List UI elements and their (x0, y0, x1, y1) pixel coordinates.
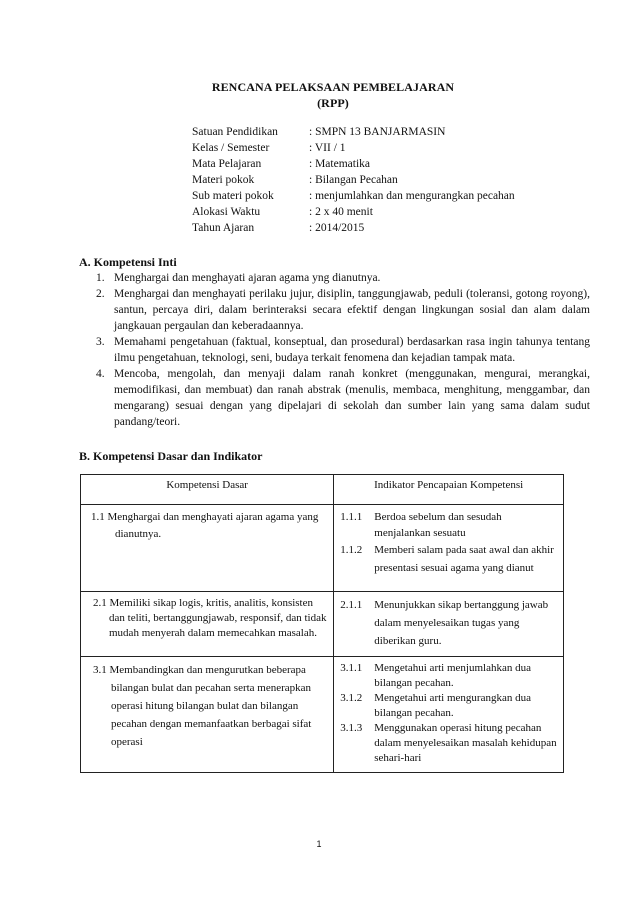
indicator-item (340, 691, 559, 721)
list-item-number: 3. (96, 336, 105, 348)
indicator-cell (334, 657, 564, 773)
indicator-text: Mengetahui arti menjumlahkan dua bilangan pecahan. (374, 662, 531, 689)
indicator-number: 3.1.3 (340, 722, 363, 734)
identity-value: : Matematika (309, 158, 370, 170)
list-item-text: Menghargai dan menghayati ajaran agama yng dianutnya. (114, 272, 381, 284)
list-item-text: Mencoba, mengolah, dan menyaji dalam ranah konkret (menggunakan, mengurai, merangkai, memodifikasi, dan membuat) dan ranah abstrak (menulis, membaca, menghitung, menggambar, dan mengarang) sesuai dengan yang dipelajari di sekolah dan sumber lain yang sama dalam sudut pandang/teori. (114, 368, 590, 428)
table-row (81, 657, 564, 773)
identity-block (192, 124, 515, 236)
table-header-row (81, 475, 564, 505)
identity-row (192, 156, 515, 172)
document-subtitle: (RPP) (317, 96, 349, 110)
kompetensi-table (80, 474, 564, 773)
indicator-text: Menunjukkan sikap bertanggung jawab dalam menyelesaikan tugas yang diberikan guru. (374, 599, 549, 647)
list-item-text: Memahami pengetahuan (faktual, konseptual, dan prosedural) berdasarkan rasa ingin tahunya tentang ilmu pengetahuan, teknologi, seni, budaya terkait fenomena dan kejadian tampak mata. (114, 336, 590, 364)
identity-value: : menjumlahkan dan mengurangkan pecahan (309, 190, 515, 202)
kd-text: 1.1 Menghargai dan menghayati ajaran agama yang dianutnya. (91, 511, 319, 540)
identity-value: : 2014/2015 (309, 222, 365, 234)
identity-row (192, 188, 515, 204)
indicator-number: 3.1.2 (340, 692, 363, 704)
indicator-text: Mengetahui arti mengurangkan dua bilangan pecahan. (374, 692, 531, 719)
page-number: 1 (316, 839, 322, 849)
indicator-text: Menggunakan operasi hitung pecahan dalam menyelesaikan masalah kehidupan sehari-hari (374, 722, 557, 764)
list-item (96, 270, 590, 286)
identity-row (192, 140, 515, 156)
list-item (96, 286, 590, 334)
indicator-item (340, 721, 559, 766)
indicator-item (340, 661, 559, 691)
indicator-number: 1.1.1 (340, 511, 363, 523)
list-item-number: 2. (96, 288, 105, 300)
kompetensi-inti-list (96, 270, 590, 430)
identity-row (192, 172, 515, 188)
list-item (96, 366, 590, 430)
indicator-number: 2.1.1 (340, 599, 363, 611)
table-row (81, 505, 564, 592)
indicator-text: Memberi salam pada saat awal dan akhir presentasi sesuai agama yang dianut (374, 544, 554, 574)
identity-value: : VII / 1 (309, 142, 346, 154)
identity-label: Sub materi pokok (192, 190, 274, 202)
indicator-text: Berdoa sebelum dan sesudah menjalankan sesuatu (374, 511, 502, 539)
indicator-cell (334, 505, 564, 592)
identity-label: Alokasi Waktu (192, 206, 261, 218)
list-item (96, 334, 590, 366)
section-b-heading: B. Kompetensi Dasar dan Indikator (79, 449, 263, 463)
indicator-item (340, 596, 559, 650)
document-title: RENCANA PELAKSAAN PEMBELAJARAN (211, 80, 455, 94)
indicator-item (340, 541, 559, 577)
identity-row (192, 220, 515, 236)
identity-row (192, 124, 515, 140)
table-header-kd: Kompetensi Dasar (81, 475, 334, 505)
identity-label: Kelas / Semester (192, 142, 270, 154)
list-item-number: 4. (96, 368, 105, 380)
identity-value: : 2 x 40 menit (309, 206, 373, 218)
identity-row (192, 204, 515, 220)
identity-label: Satuan Pendidikan (192, 126, 278, 138)
identity-label: Materi pokok (192, 174, 255, 186)
identity-value: : Bilangan Pecahan (309, 174, 398, 186)
indicator-item (340, 509, 559, 541)
list-item-number: 1. (96, 272, 105, 284)
indicator-number: 3.1.1 (340, 662, 363, 674)
table-header-indikator: Indikator Pencapaian Kompetensi (334, 475, 564, 505)
identity-value: : SMPN 13 BANJARMASIN (309, 126, 446, 138)
section-a-heading: A. Kompetensi Inti (79, 255, 177, 269)
kd-cell (81, 505, 334, 592)
list-item-text: Menghargai dan menghayati perilaku jujur, disiplin, tanggungjawab, peduli (toleransi, gotong royong), santun, percaya diri, dalam berinteraksi secara efektif dengan lingkungan sosial dan alam dalam jangkauan pergaulan dan keberadaannya. (114, 288, 590, 332)
table-row (81, 592, 564, 657)
indicator-cell (334, 592, 564, 657)
kd-text: 2.1 Memiliki sikap logis, kritis, analitis, konsisten dan teliti, bertanggungjawab, responsif, dan tidak mudah menyerah dalam memecahkan masalah. (93, 597, 327, 639)
identity-label: Mata Pelajaran (192, 158, 262, 170)
kd-text: 3.1 Membandingkan dan mengurutkan beberapa bilangan bulat dan pecahan serta menerapkan operasi hitung bilangan bulat dan bilangan pecahan dengan memanfaatkan berbagai sifat operasi (93, 664, 312, 748)
kd-cell (81, 592, 334, 657)
indicator-number: 1.1.2 (340, 544, 363, 556)
identity-label: Tahun Ajaran (192, 222, 255, 234)
kd-cell (81, 657, 334, 773)
